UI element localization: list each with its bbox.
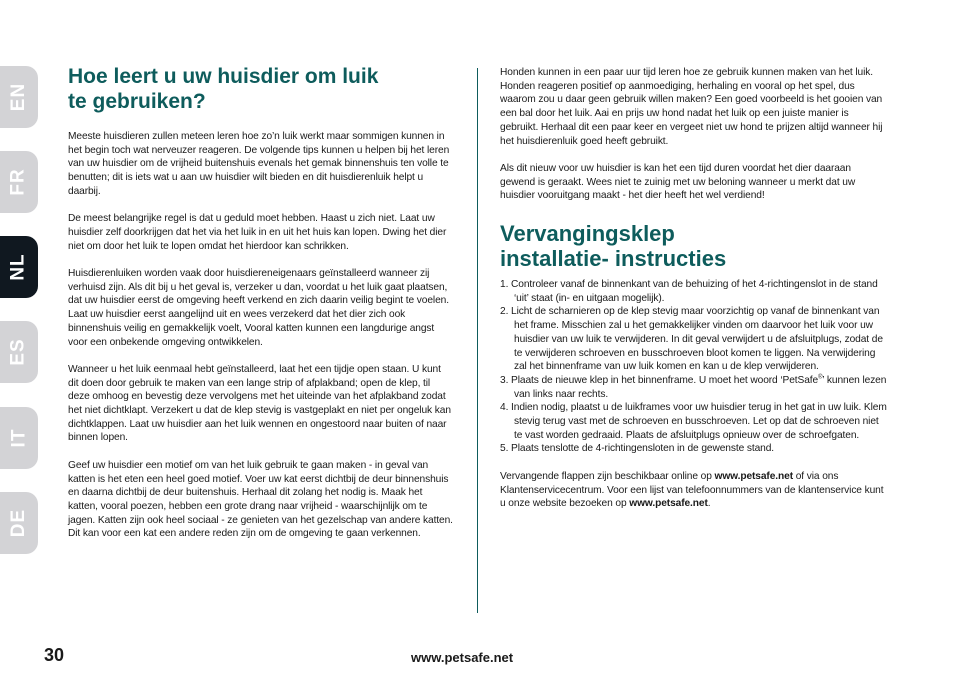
lang-tab-fr[interactable] bbox=[0, 151, 38, 213]
section-title bbox=[68, 64, 453, 114]
lang-tab-nl[interactable] bbox=[0, 236, 38, 298]
website-link[interactable]: www.petsafe.net bbox=[714, 470, 794, 482]
lang-tab-es[interactable] bbox=[0, 321, 38, 383]
step-text: ’ kunnen lezen van links naar rechts. bbox=[514, 374, 887, 400]
instruction-steps bbox=[500, 278, 888, 456]
lang-tab-label: IT bbox=[7, 428, 29, 448]
lang-tab-label: ES bbox=[7, 338, 29, 366]
section-title-line: Hoe leert u uw huisdier om luik bbox=[68, 65, 379, 88]
body-paragraph: Wanneer u het luik eenmaal hebt geïnstalleerd, laat het een tijdje open staan. U kunt dit doen door gebruik te maken van een lange strip of afplakband; open de klep, til deze omhoog en bevestig deze vervolgens met het uiteinde van het afplakband zodat het niet dichtklapt. Verzekert u dat de klep stevig is vastgeplakt en niet per ongeluk kan dichtklappen. Laat uw huisdier aan het luik wennen en ongestoord naar buiten of naar binnen lopen. bbox=[68, 363, 451, 444]
body-paragraph: De meest belangrijke regel is dat u geduld moet hebben. Haast u zich niet. Laat uw huisdier zelf doorkrijgen dat het via het luik in en uit het huis kan lopen. Dwing het dier niet om door het luik te lopen omdat het hierdoor kan schrikken. bbox=[68, 213, 447, 252]
lang-tab-en[interactable] bbox=[0, 66, 38, 128]
section-title-line: Vervangingsklep bbox=[500, 221, 675, 247]
body-paragraph: Meeste huisdieren zullen meteen leren hoe zo’n luik werkt maar sommigen kunnen in het begin toch wat nerveuzer reageren. De volgende tips kunnen u helpen bij het leren van uw huisdier om de vrijheid buitenshuis evenals het gemak binnenshuis ten volle te benutten; dit is iets wat u aan uw huisdier wilt bieden en dit huisdierenluik helpt u daarbij. bbox=[68, 131, 450, 197]
lang-tab-it[interactable] bbox=[0, 407, 38, 469]
step-item bbox=[500, 374, 888, 401]
lang-tab-label: NL bbox=[7, 253, 29, 281]
lang-tab-label: EN bbox=[8, 82, 29, 112]
step-item: 2. Licht de scharnieren op de klep stevig maar voorzichtig op vanaf de binnenkant van het frame. Misschien zal u het gemakkelijker vinden om daarvoor het luik voor uw huisdier van uw luik te verwijderen. In dit geval verwijdert u de afsluitplugs, zodat de te verwijderen schroeven en busschroeven bloot komen te liggen. Na verwijdering zal het binnenframe van uw luik komen en kan u de klep verwijderen. bbox=[500, 306, 883, 373]
closing-text: Vervangende flappen zijn beschikbaar online op bbox=[500, 470, 715, 482]
step-text: 3. Plaats de nieuwe klep in het binnenframe. U moet het woord ‘PetSafe bbox=[500, 374, 819, 386]
lang-tab-de[interactable] bbox=[0, 492, 38, 554]
section-title-line: te gebruiken? bbox=[68, 90, 206, 113]
lang-tab-label: DE bbox=[8, 508, 29, 538]
body-paragraph: Huisdierenluiken worden vaak door huisdiereneigenaars geïnstalleerd wanneer zij verhuisd zijn. Als dit bij u het geval is, verzeker u dan, voordat u het luik gaat plaatsen, dat uw huisdier eerst de omgeving heeft verkend en zich daarin veilig begint te voelen. Laat uw huisdier eerst aangelijnd uit en wees verzekerd dat het dier zich ook binnenshuis veilig en gemakkelijk voelt, Vooral katten kunnen een langdurige angst voor een onbekende omgeving ontwikkelen. bbox=[68, 268, 449, 348]
website-link[interactable]: www.petsafe.net bbox=[629, 498, 708, 510]
step-item: 4. Indien nodig, plaatst u de luikframes voor uw huisdier terug in het gat in uw luik. Klem stevig terug vast met de schroeven en busschroeven. Let op dat de schroeven niet te vast worden gedraaid. Plaats de afsluitplugs opnieuw over de schroefgaten. bbox=[500, 402, 887, 441]
body-paragraph: Als dit nieuw voor uw huisdier is kan het een tijd duren voordat het dier daaraan gewend is geraakt. Wees niet te zuinig met uw beloning wanneer u merkt dat uw huisdier vooruitgang maakt - het dier heeft het wel verdiend! bbox=[500, 162, 856, 202]
footer-url[interactable]: www.petsafe.net bbox=[411, 650, 514, 665]
closing-text: . bbox=[707, 498, 711, 510]
column-divider bbox=[477, 68, 478, 613]
right-column bbox=[500, 66, 888, 511]
page-number: 30 bbox=[44, 645, 65, 665]
left-column bbox=[68, 64, 453, 541]
lang-tab-label: FR bbox=[7, 168, 29, 196]
section-title-line: installatie- instructies bbox=[500, 246, 727, 272]
closing-text: of via ons Klantenservicecentrum. Voor een lijst van telefoonnummers van de klantenservice kunt u onze website bezoeken op bbox=[500, 470, 884, 510]
registered-mark: ® bbox=[818, 374, 823, 381]
body-paragraph: Geef uw huisdier een motief om van het luik gebruik te gaan maken - in geval van katten is het eten een heel goed motief. Voer uw kat eerst dichtbij de deur binnenshuis en daarna dichtbij de deur buitenshuis. Herhaal dit zolang het nodig is. Maak het katten, vooral poezen, hebben een grote drang naar vrijheid - waarschijnlijk om te jagen. Katten zijn ook heel sociaal - ze genieten van het gezelschap van andere katten. Dit kan voor een kat een andere reden zijn om de omgeving te gaan verkennen. bbox=[68, 459, 453, 540]
closing-paragraph bbox=[500, 470, 888, 511]
body-paragraph: Honden kunnen in een paar uur tijd leren hoe ze gebruik kunnen maken van het luik. Honden reageren positief op aanmoediging, herhaling en vooral op het spel, dus waarom zou u daar geen gebruik willen maken? Een goed voorbeeld is het gooien van een bal door het luik. Aai en prijs uw hond nadat het luik op een juiste manier is gebruikt. Herhaal dit een paar keer en vergeet niet uw hond te prijzen altijd wanneer hij het huisdierenluik goed heeft gebruikt. bbox=[500, 67, 883, 147]
section-title bbox=[500, 221, 888, 271]
step-item: 5. Plaats tenslotte de 4-richtingensloten in de gewenste stand. bbox=[500, 443, 775, 455]
step-item: 1. Controleer vanaf de binnenkant van de behuizing of het 4-richtingenslot in de stand ‘uit’ staat (in- en uitgaan mogelijk). bbox=[500, 279, 878, 304]
